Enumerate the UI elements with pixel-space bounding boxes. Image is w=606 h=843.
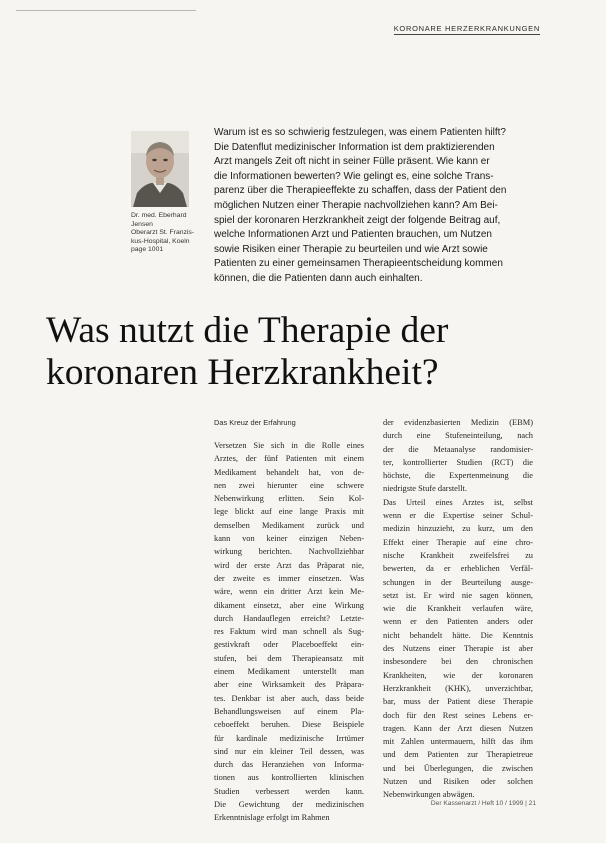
intro-line: parenz über die Therapieeffekte zu schaffen, dass der Patient den: [214, 185, 507, 197]
top-rule: [16, 10, 196, 11]
body-line: wirkung berichten. Nachvollziehbar: [214, 547, 364, 557]
body-line: setzt ist. Er wird nie sagen können,: [383, 590, 533, 600]
intro-line: spiel der koronaren Herzkrankheit zeigt der folgende Beitrag auf,: [214, 214, 501, 226]
body-line: Behandlungsweisen auf einem Pla-: [214, 706, 364, 716]
body-line: Herzkrankheit (KHK), unverzichtbar,: [383, 683, 533, 693]
intro-line: Die Datenflut medizinischer Information ist dem praktizierenden: [214, 141, 495, 153]
body-line: nen zwei hierunter eine schwere: [214, 480, 364, 490]
body-line: nische Krankheit zweifelsfrei zu: [383, 550, 533, 560]
intro-line: sowie Risiken einer Therapie zu beurteilen und wie Arzt sowie: [214, 243, 488, 255]
intro-line: Patienten zu einer gemeinsamen Therapieentscheidung kommen: [214, 258, 503, 270]
body-column-left: [214, 439, 364, 825]
body-line: ceboeffekt beruhen. Diese Beispiele: [214, 720, 364, 730]
body-line: Nutzen und Risiken oder solchen: [383, 777, 533, 787]
caption-line: page 1001: [131, 246, 164, 254]
caption-line: Dr. med. Eberhard: [131, 212, 187, 219]
body-line: nicht behandelt hätte. Die Kenntnis: [383, 630, 533, 640]
body-line: niedrigste Stufe darstellt.: [383, 484, 467, 494]
body-line: der die Metaanalyse randomisier-: [383, 444, 533, 454]
body-line: Studien verbessert werden kann.: [214, 786, 364, 796]
body-line: durch Handauflegen erreicht? Letzte-: [214, 613, 364, 623]
body-line: gestivkraft oder Placeboeffekt ein-: [214, 640, 364, 650]
body-line: tes. Denkbar ist aber auch, dass beide: [214, 693, 364, 703]
body-line: wäre, wenn ein dritter Arzt kein Me-: [214, 587, 364, 597]
body-line: tragen. Kann der Arzt diesen Nutzen: [383, 723, 533, 733]
author-portrait: [131, 131, 189, 207]
intro-line: Warum ist es so schwierig festzulegen, was einem Patienten hilft?: [214, 127, 506, 138]
body-line: und bei Überlegungen, die zwischen: [383, 763, 533, 773]
body-line: wenn er den Patienten anders oder: [383, 617, 533, 627]
intro-line: die Informationen bewerten? Wie gelingt es, eine solche Trans-: [214, 170, 494, 182]
body-line: stufen, bei dem Therapieansatz mit: [214, 653, 364, 663]
body-column-right: [383, 416, 533, 802]
body-line: sind nur ein kleiner Teil dessen, was: [214, 746, 364, 756]
body-line: doch für den Rest seines Lebens er-: [383, 710, 533, 720]
body-line: aber eine Wirksamkeit des Präpara-: [214, 680, 364, 690]
body-line: Nebenwirkung erlitten. Sein Kol-: [214, 494, 364, 504]
body-line: mit Zahlen untermauern, hilft das ihm: [383, 737, 533, 747]
intro-paragraph: [214, 126, 546, 287]
body-line: lege blickt auf eine lange Praxis mit: [214, 507, 364, 517]
body-line: wenn er die Expertise seiner Schul-: [383, 511, 533, 521]
body-line: tionen aus kontrollierten klinischen: [214, 773, 364, 783]
body-line: bar, muss der Patient diese Therapie: [383, 697, 533, 707]
body-line: dikament einsetzt, aber eine Wirkung: [214, 600, 364, 610]
page-footer: Der Kassenarzt / Heft 10 / 1999 | 21: [430, 800, 536, 807]
intro-line: welche Informationen Arzt und Patienten brauchen, um Nutzen: [214, 229, 492, 241]
intro-line: möglichen Nutzen einer Therapie nachvollziehen kann? Am Bei-: [214, 199, 498, 211]
body-line: wie die Krankheit verlaufen wäre,: [383, 604, 533, 614]
intro-line: können, die die Patienten dann auch einhalten.: [214, 272, 423, 284]
intro-line: Arzt mangels Zeit oft nicht in seiner Fülle präsent. Wie kann er: [214, 156, 490, 168]
body-line: der evidenzbasierten Medizin (EBM): [383, 418, 533, 427]
body-line: Effekt einer Therapie auf eine chro-: [383, 537, 533, 547]
body-line: Das Urteil eines Arztes ist, selbst: [383, 497, 533, 507]
caption-line: Oberarzt St. Franzis-: [131, 229, 195, 237]
body-line: ter, kontrollierter Studien (RCT) die: [383, 457, 533, 467]
author-caption: [131, 212, 193, 255]
body-line: kann von keiner einzigen Neben-: [214, 534, 364, 544]
body-line: insbesondere bei den chronischen: [383, 657, 533, 667]
title-line: Was nutzt die Therapie der: [46, 310, 449, 351]
body-line: res Faktum wird man schnell als Sug-: [214, 627, 364, 637]
body-line: durch das Heranziehen von Informa-: [214, 760, 364, 770]
caption-line: kus-Hospital, Koeln: [131, 237, 190, 245]
body-line: demselben Medikament zurück und: [214, 520, 364, 530]
body-line: und dem Patienten zur Therapietreue: [383, 750, 533, 760]
body-line: Krankheiten, wie der koronaren: [383, 670, 533, 680]
body-line: bewerten, da er erheblichen Verfäl-: [383, 564, 533, 574]
body-line: Erkenntnislage erfolgt im Rahmen: [214, 813, 330, 823]
body-line: einem Medikament unterstellt man: [214, 667, 364, 677]
body-line: schungen in der Beurteilung ausge-: [383, 577, 533, 587]
body-line: für kardinale medizinische Irrtümer: [214, 733, 364, 743]
body-line: Medikament behandelt hat, von de-: [214, 467, 364, 477]
body-line: Nebenwirkungen abwägen.: [383, 790, 475, 800]
article-title: [46, 310, 586, 394]
body-line: Die Gewichtung der medizinischen: [214, 800, 364, 810]
body-line: Arztes, der fünf Patienten mit einem: [214, 454, 364, 464]
section-label: KORONARE HERZERKRANKUNGEN: [393, 24, 540, 33]
body-line: wird der erste Arzt das Präparat nie,: [214, 560, 364, 570]
body-line: medizin hinzuzieht, zu kurz, um den: [383, 524, 533, 534]
body-line: durch eine Stufeneinteilung, nach: [383, 431, 533, 441]
caption-line: Jensen: [131, 220, 153, 228]
body-line: des Nutzens einer Therapie ist aber: [383, 644, 533, 654]
author-portrait-image: [131, 131, 189, 207]
body-line: höchste, die Expertenmeinung die: [383, 471, 533, 481]
title-line: koronaren Herzkrankheit?: [46, 352, 439, 393]
body-line: der zweite es immer einsetzen. Was: [214, 573, 364, 583]
section-subhead: Das Kreuz der Erfahrung: [214, 418, 296, 427]
body-line: Versetzen Sie sich in die Rolle eines: [214, 441, 364, 450]
